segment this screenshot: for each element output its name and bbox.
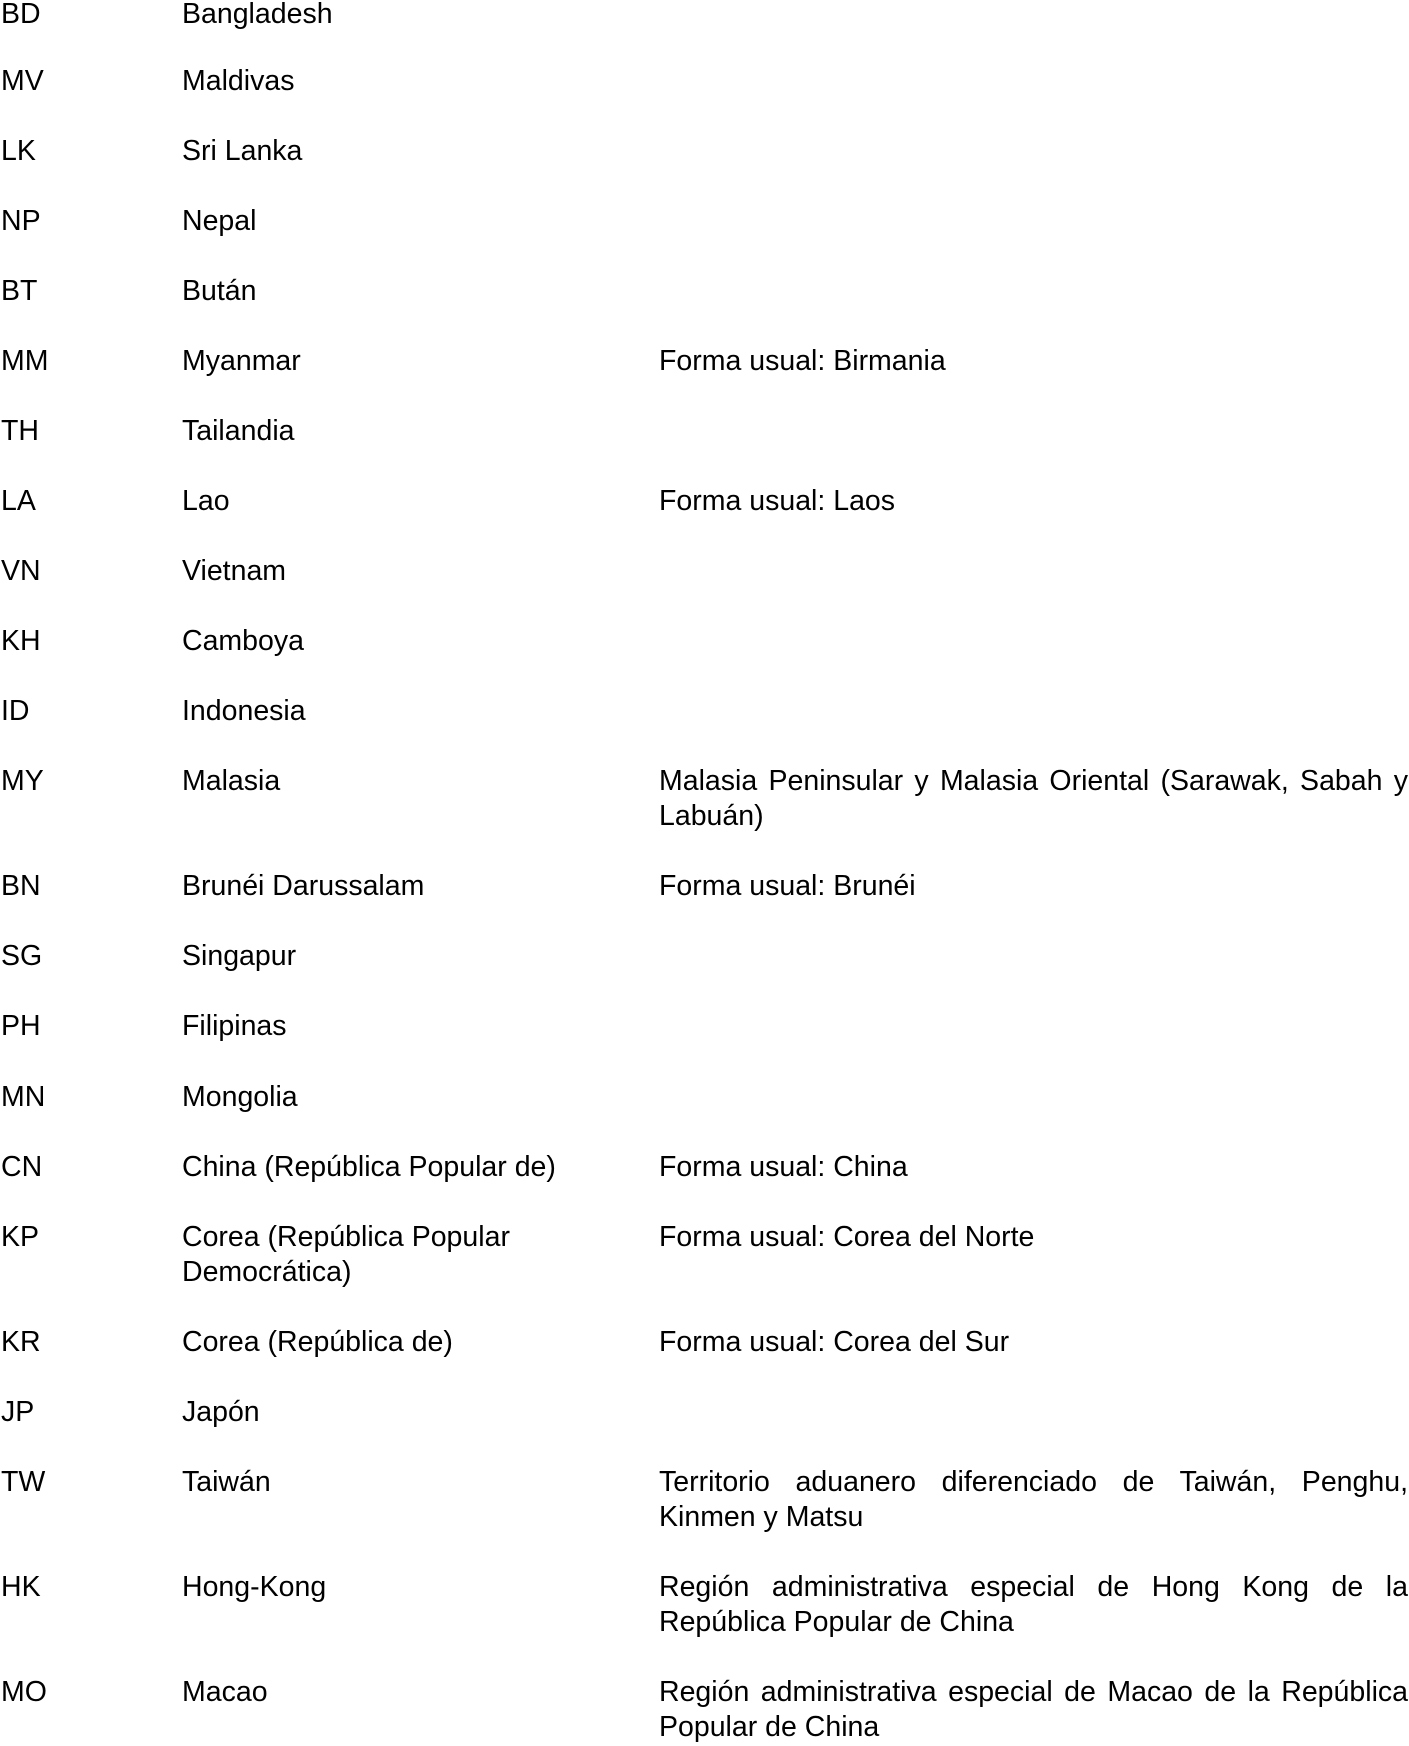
country-name: Corea (República de)	[182, 1326, 453, 1358]
country-name: Malasia	[182, 765, 281, 797]
country-name: Macao	[182, 1676, 268, 1708]
country-name: Nepal	[182, 205, 257, 237]
country-name: China (República Popular de)	[182, 1151, 556, 1183]
country-code: CN	[1, 1151, 43, 1183]
country-name: Mongolia	[182, 1081, 298, 1113]
country-code: ID	[1, 695, 30, 727]
country-code: KP	[1, 1221, 40, 1253]
country-name: Filipinas	[182, 1010, 287, 1042]
country-note: Forma usual: Corea del Norte	[659, 1221, 1035, 1253]
country-code: KH	[1, 625, 41, 657]
country-code: MN	[1, 1081, 46, 1113]
country-name: Vietnam	[182, 555, 287, 587]
country-name: Lao	[182, 485, 230, 517]
country-code: LK	[1, 135, 36, 167]
country-code: JP	[1, 1396, 35, 1428]
country-note: Forma usual: Corea del Sur	[659, 1326, 1010, 1358]
country-note: Forma usual: Laos	[659, 485, 896, 517]
country-name: Japón	[182, 1396, 260, 1428]
country-name: Tailandia	[182, 415, 295, 447]
country-code: SG	[1, 940, 43, 972]
country-code: TH	[1, 415, 39, 447]
country-code: NP	[1, 205, 41, 237]
country-code: PH	[1, 1010, 41, 1042]
country-note: Territorio aduanero diferenciado de Taiwán, Penghu, Kinmen y Matsu	[659, 1466, 1408, 1533]
country-name: Bután	[182, 275, 257, 307]
country-name: Indonesia	[182, 695, 306, 727]
country-code: VN	[1, 555, 41, 587]
country-name: Maldivas	[182, 65, 295, 97]
country-note: Región administrativa especial de Macao de la República Popular de China	[659, 1676, 1408, 1743]
country-code: BN	[1, 870, 41, 902]
country-code: MV	[1, 65, 44, 97]
country-name: Sri Lanka	[182, 135, 303, 167]
country-name: Singapur	[182, 940, 297, 972]
country-name: Corea (República Popular Democrática)	[182, 1221, 510, 1288]
country-name: Bangladesh	[182, 0, 333, 30]
country-note: Forma usual: Birmania	[659, 345, 946, 377]
country-name: Hong-Kong	[182, 1571, 327, 1603]
country-note: Forma usual: China	[659, 1151, 908, 1183]
country-code: HK	[1, 1571, 41, 1603]
country-name: Camboya	[182, 625, 304, 657]
country-code: LA	[1, 485, 36, 517]
country-code: TW	[1, 1466, 46, 1498]
country-code: MM	[1, 345, 49, 377]
country-name: Myanmar	[182, 345, 301, 377]
country-note: Forma usual: Brunéi	[659, 870, 916, 902]
country-code: MO	[1, 1676, 47, 1708]
country-code: BD	[1, 0, 41, 30]
country-note: Región administrativa especial de Hong Kong de la República Popular de China	[659, 1571, 1408, 1638]
country-code: BT	[1, 275, 38, 307]
country-code: MY	[1, 765, 44, 797]
country-name: Brunéi Darussalam	[182, 870, 425, 902]
country-note: Malasia Peninsular y Malasia Oriental (Sarawak, Sabah y Labuán)	[659, 765, 1408, 832]
country-name: Taiwán	[182, 1466, 271, 1498]
country-code: KR	[1, 1326, 41, 1358]
